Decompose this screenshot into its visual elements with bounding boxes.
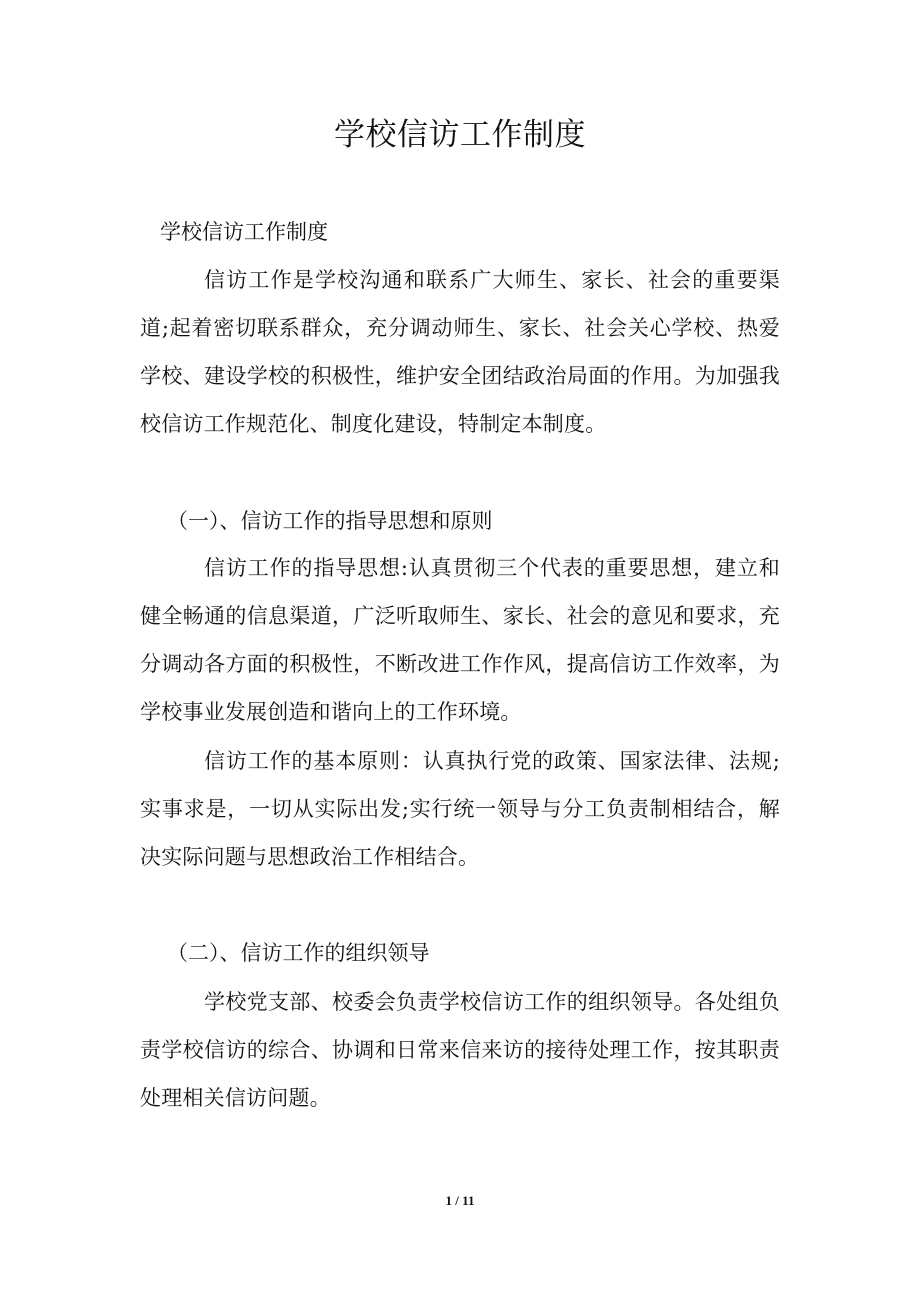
section-heading-guiding-principles: （一）、信访工作的指导思想和原则 — [167, 509, 493, 533]
paragraph-basic-principles: 信访工作的基本原则：认真执行党的政策、国家法律、法规;实事求是，一切从实际出发;实行统一领导与分工负责制相结合，解决实际问题与思想政治工作相结合。 — [140, 749, 780, 869]
document-title: 学校信访工作制度 — [334, 117, 586, 153]
intro-paragraph: 信访工作是学校沟通和联系广大师生、家长、社会的重要渠道;起着密切联系群众，充分调动师生、家长、社会关心学校、热爱学校、建设学校的积极性，维护安全团结政治局面的作用。为加强我校信访工作规范化、制度化建设，特制定本制度。 — [140, 268, 780, 436]
paragraph-guiding-thought: 信访工作的指导思想:认真贯彻三个代表的重要思想，建立和健全畅通的信息渠道，广泛听取师生、家长、社会的意见和要求，充分调动各方面的积极性，不断改进工作作风，提高信访工作效率，为学校事业发展创造和谐向上的工作环境。 — [140, 556, 780, 724]
document-subtitle: 学校信访工作制度 — [160, 220, 328, 244]
section-heading-organization: （二）、信访工作的组织领导 — [167, 941, 430, 965]
page-number: 1 / 11 — [445, 1193, 475, 1208]
paragraph-organization: 学校党支部、校委会负责学校信访工作的组织领导。各处组负责学校信访的综合、协调和日常来信来访的接待处理工作，按其职责处理相关信访问题。 — [140, 990, 780, 1110]
